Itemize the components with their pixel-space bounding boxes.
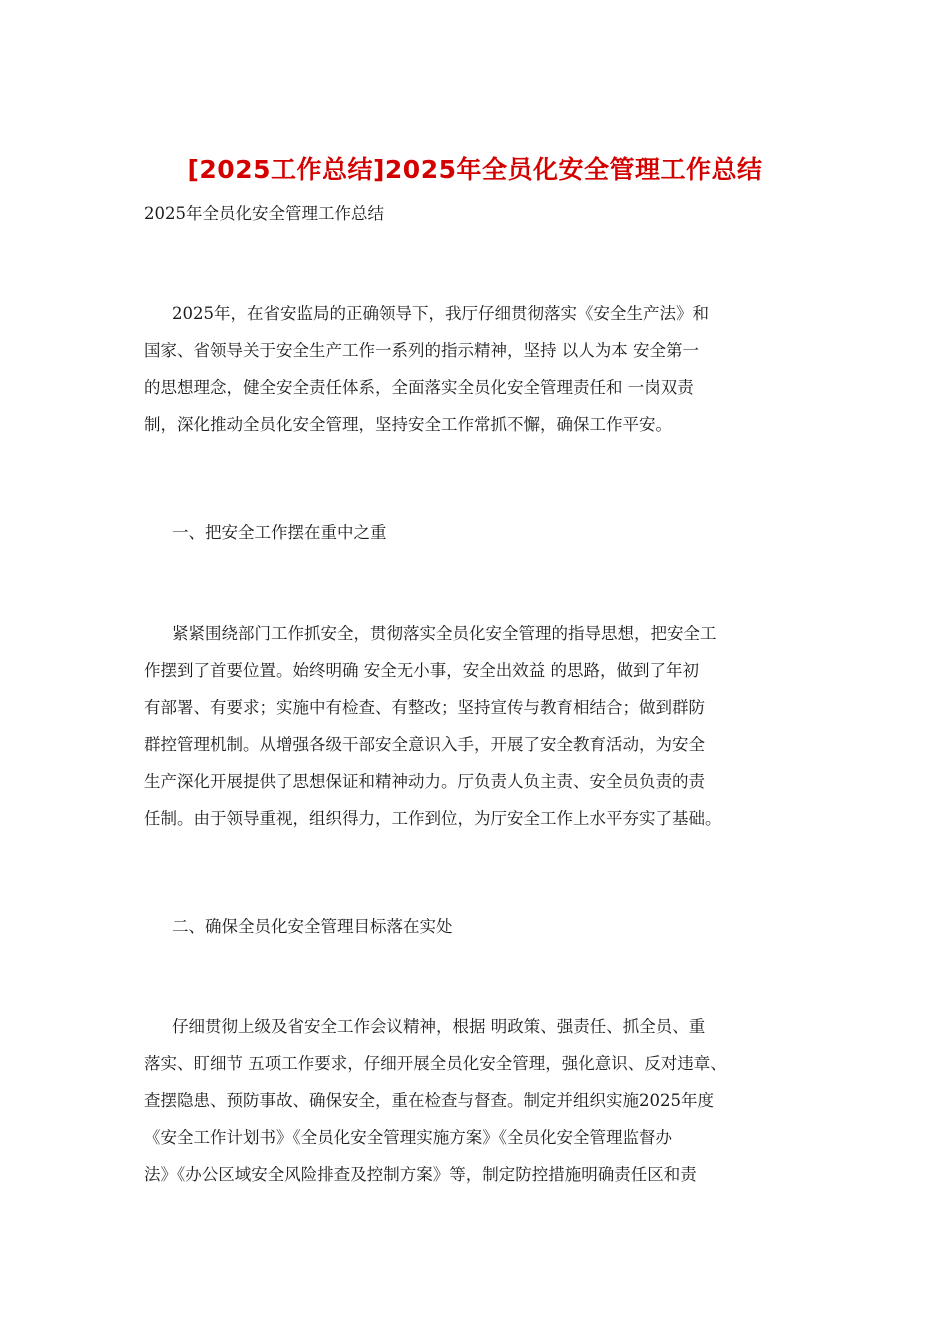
paragraph-line: 的思想理念，健全安全责任体系，全面落实全员化安全管理责任和 一岗双责 <box>144 378 694 397</box>
document-subtitle: 2025年全员化安全管理工作总结 <box>144 204 384 223</box>
paragraph-line: 国家、省领导关于安全生产工作一系列的指示精神，坚持 以人为本 安全第一 <box>144 341 699 360</box>
document-title: [2025工作总结]2025年全员化安全管理工作总结 <box>187 155 763 184</box>
section-2-paragraph <box>144 1008 814 1193</box>
section-1-paragraph <box>144 615 814 837</box>
paragraph-line: 任制。由于领导重视，组织得力，工作到位，为厅安全工作上水平夯实了基础。 <box>144 809 722 828</box>
paragraph-line: 生产深化开展提供了思想保证和精神动力。厅负责人负主责、安全员负责的责 <box>144 772 705 791</box>
paragraph-line: 有部署、有要求；实施中有检查、有整改；坚持宣传与教育相结合；做到群防 <box>144 698 705 717</box>
section-heading-1: 一、把安全工作摆在重中之重 <box>172 523 387 542</box>
paragraph-line: 落实、盯细节 五项工作要求，仔细开展全员化安全管理，强化意识、反对违章、 <box>144 1054 727 1073</box>
paragraph-line: 查摆隐患、预防事故、确保安全，重在检查与督查。制定并组织实施2025年度 <box>144 1091 714 1110</box>
paragraph-line: 《安全工作计划书》《全员化安全管理实施方案》《全员化安全管理监督办 <box>144 1128 672 1147</box>
paragraph-line: 仔细贯彻上级及省安全工作会议精神，根据 明政策、强责任、抓全员、重 <box>172 1017 706 1036</box>
paragraph-line: 群控管理机制。从增强各级干部安全意识入手，开展了安全教育活动，为安全 <box>144 735 705 754</box>
paragraph-line: 法》《办公区域安全风险排查及控制方案》等，制定防控措施明确责任区和责 <box>144 1165 697 1184</box>
paragraph-line: 2025年，在省安监局的正确领导下，我厅仔细贯彻落实《安全生产法》和 <box>172 304 709 323</box>
intro-paragraph <box>144 295 814 443</box>
paragraph-line: 紧紧围绕部门工作抓安全，贯彻落实全员化安全管理的指导思想，把安全工 <box>172 624 717 643</box>
paragraph-line: 作摆到了首要位置。始终明确 安全无小事，安全出效益 的思路，做到了年初 <box>144 661 699 680</box>
paragraph-line: 制，深化推动全员化安全管理，坚持安全工作常抓不懈，确保工作平安。 <box>144 415 672 434</box>
section-heading-2: 二、确保全员化安全管理目标落在实处 <box>172 917 453 936</box>
